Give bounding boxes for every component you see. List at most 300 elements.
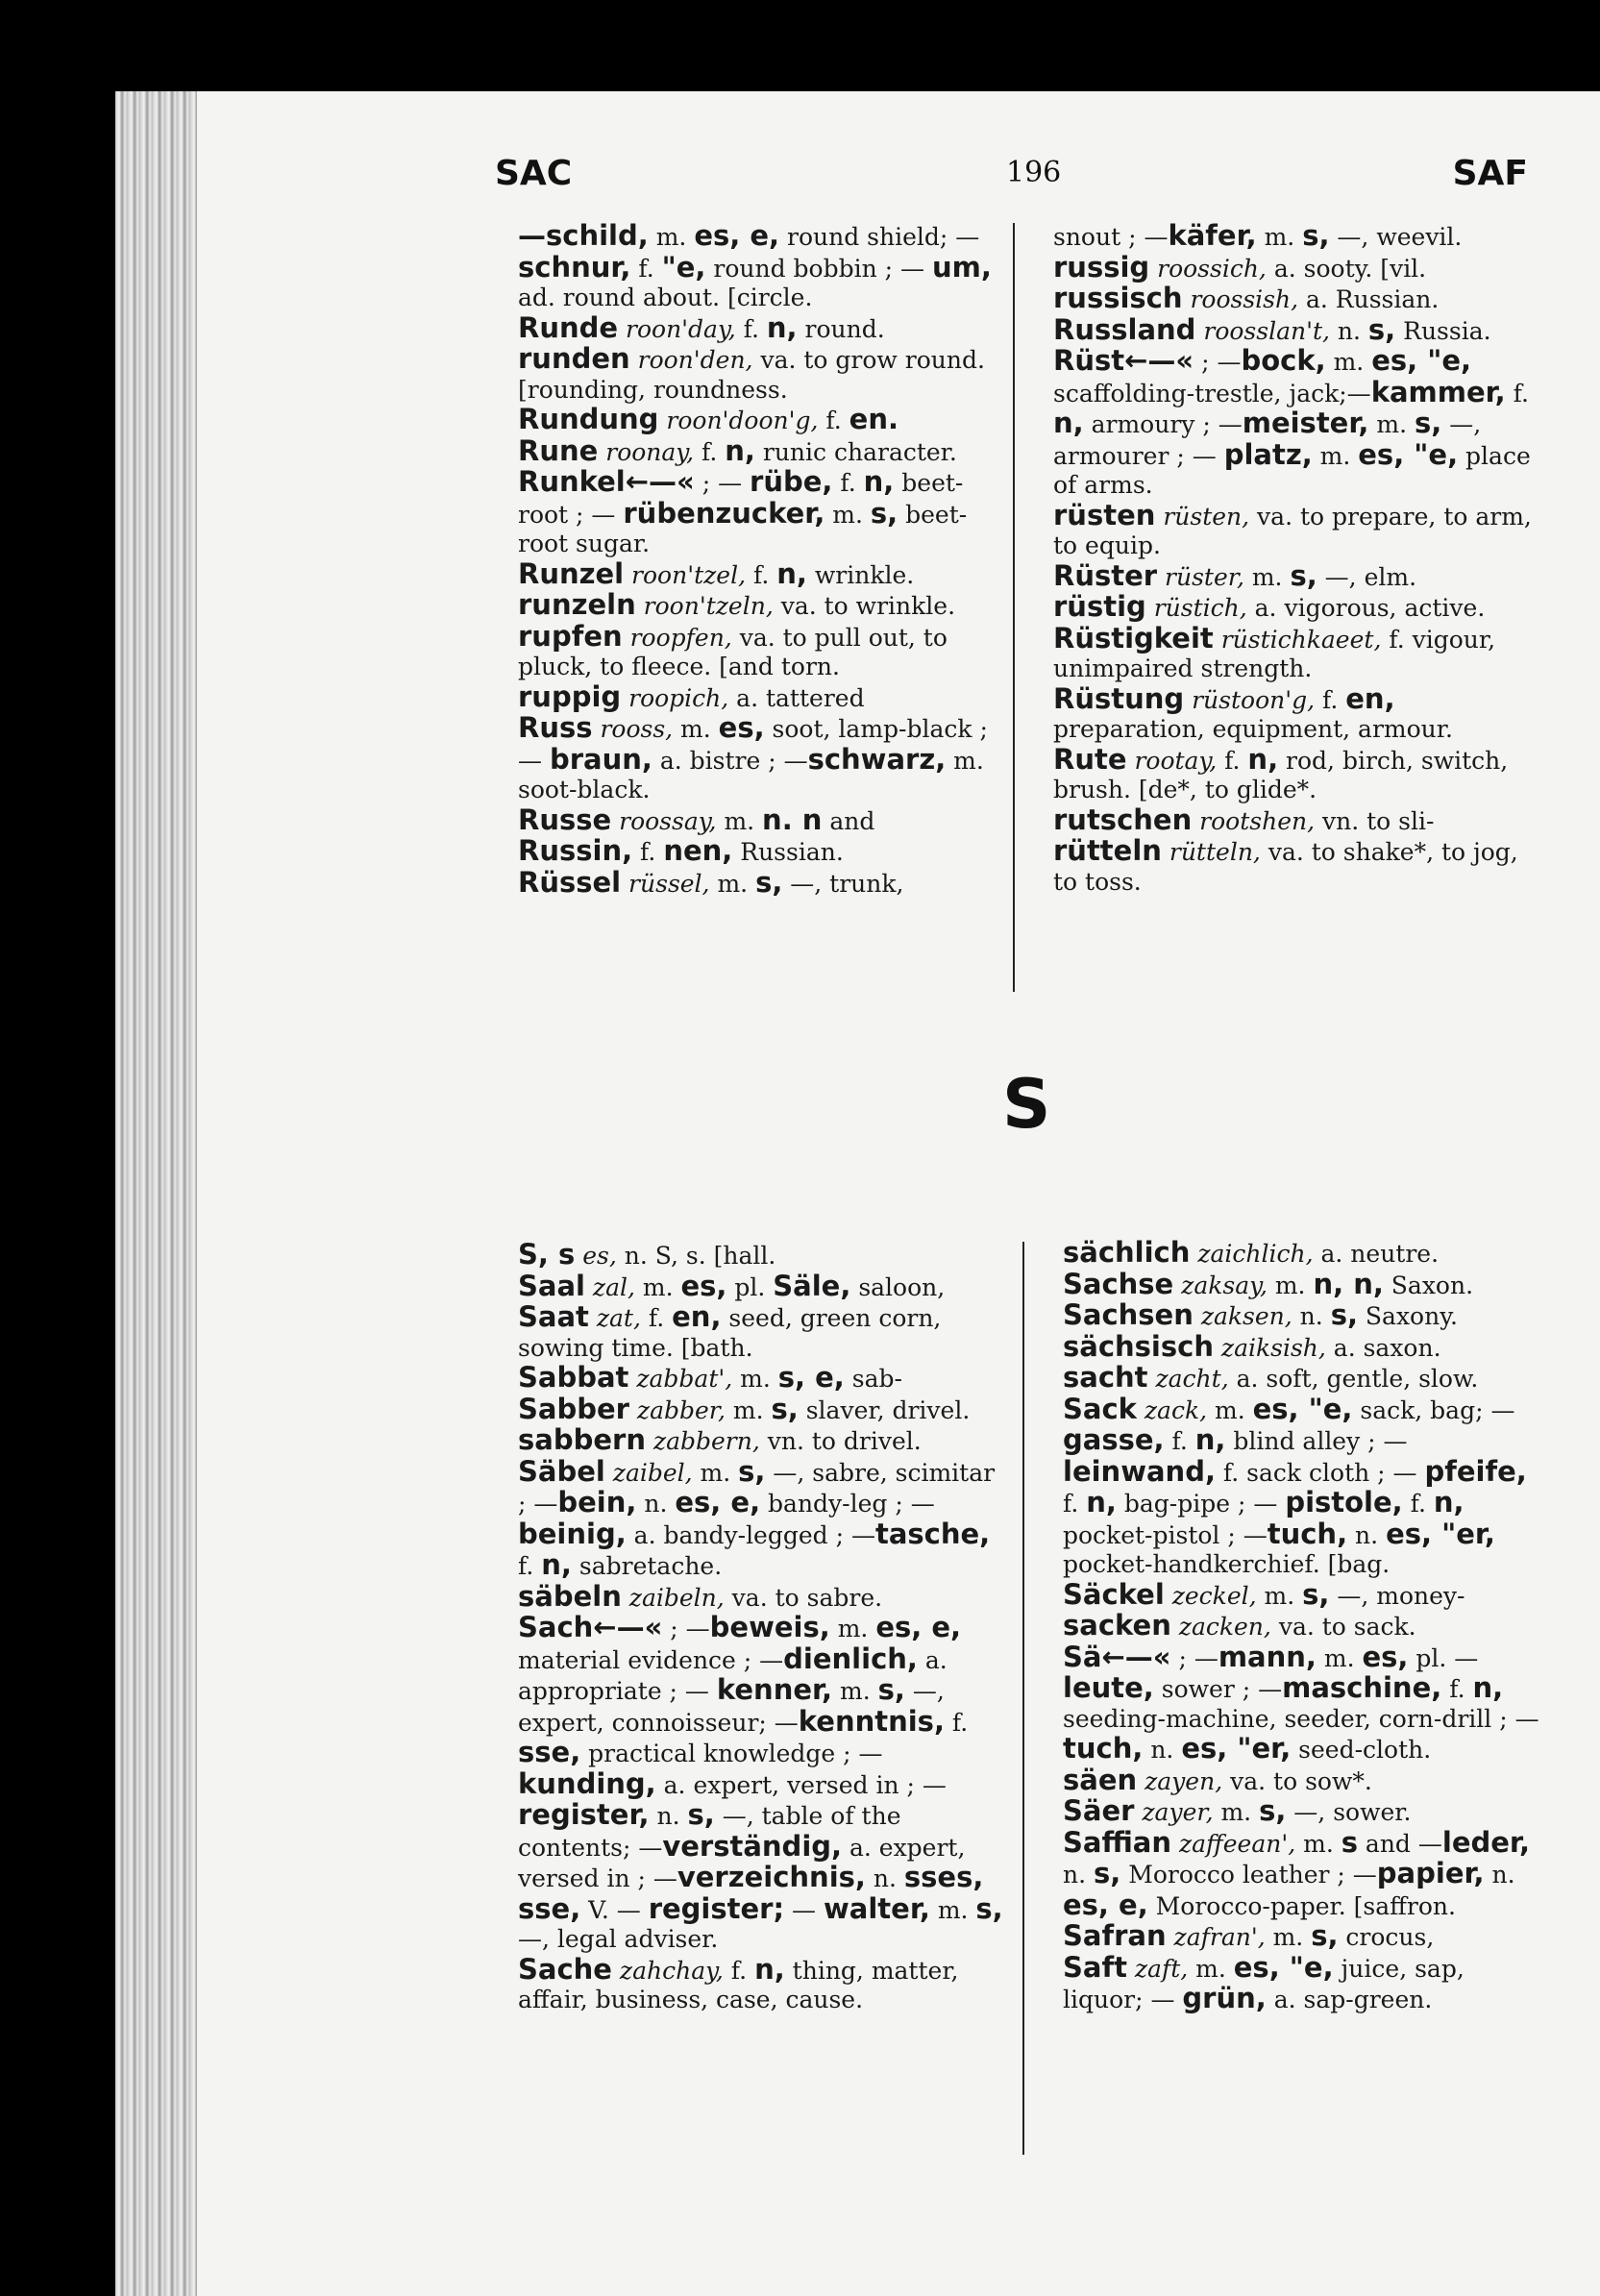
dictionary-entry: [495, 433, 995, 468]
definition-text: n.: [865, 1864, 904, 1892]
definition-text: sower ; —: [1153, 1675, 1283, 1703]
headword: s,: [738, 1454, 766, 1488]
headword: s: [1341, 1825, 1358, 1859]
headword: n,: [1086, 1486, 1117, 1518]
definition-text: —: [784, 1895, 824, 1924]
headword: Rüst←—«: [1053, 344, 1194, 377]
headword: en.: [849, 403, 898, 435]
pronunciation: zaffeean',: [1171, 1829, 1296, 1858]
headword: s,: [877, 1673, 905, 1706]
headword: n, n,: [1313, 1267, 1384, 1300]
headword: Rute: [1053, 742, 1127, 776]
definition-text: seed-cloth.: [1291, 1736, 1432, 1764]
definition-text: m.: [1295, 1829, 1342, 1858]
headword: es, e,: [694, 219, 780, 252]
dictionary-entry: [495, 405, 995, 436]
definition-text: —, money-: [1329, 1581, 1465, 1610]
headword: n,: [1194, 1423, 1226, 1456]
definition-text: f.: [1063, 1490, 1087, 1518]
pronunciation: roossay,: [611, 806, 717, 835]
definition-text: —, legal adviser.: [518, 1925, 719, 1953]
headword: es, e,: [875, 1611, 962, 1643]
dictionary-entry: [495, 802, 995, 868]
headword: s,: [870, 496, 898, 530]
pronunciation: rüsten,: [1155, 502, 1250, 531]
headword: runzeln: [518, 588, 636, 621]
headword: Säbel: [518, 1454, 605, 1488]
headword: sächlich: [1063, 1236, 1191, 1269]
definition-text: m.: [1243, 562, 1291, 591]
definition-text: ; —: [1194, 348, 1242, 376]
headword: Russe: [518, 802, 612, 836]
pronunciation: rütteln,: [1161, 838, 1261, 866]
headword: Rüssel: [518, 865, 622, 899]
pronunciation: roon'tzeln,: [635, 592, 774, 620]
pronunciation: zaiksish,: [1213, 1333, 1326, 1362]
definition-text: va. to sow*.: [1222, 1766, 1372, 1795]
headword: platz,: [1223, 437, 1313, 471]
definition-text: a. bistre ; —: [652, 746, 808, 775]
pronunciation: zack,: [1136, 1395, 1208, 1424]
definition-text: f.: [818, 407, 849, 434]
pronunciation: zabbern,: [645, 1427, 760, 1455]
headword: n,: [1053, 407, 1084, 439]
headword: s,: [1290, 558, 1317, 592]
headword: Safran: [1063, 1919, 1167, 1952]
headword: s,: [771, 1392, 799, 1425]
definition-text: crocus,: [1338, 1923, 1435, 1951]
pronunciation: rüssel,: [621, 869, 710, 898]
definition-text: runic character.: [754, 437, 957, 466]
dictionary-entry: [1040, 1825, 1549, 1922]
definition-text: f.: [1217, 746, 1248, 775]
headword: rübe,: [750, 465, 833, 498]
definition-text: —, trunk,: [782, 869, 904, 898]
definition-text: f.: [1505, 379, 1529, 407]
headword: Sach←—«: [518, 1611, 663, 1643]
definition-text: f.: [746, 560, 777, 589]
dictionary-entry: [495, 1579, 1004, 1614]
definition-text: round bobbin ; —: [705, 254, 932, 283]
headword: Russin,: [518, 834, 633, 867]
definition-text: va. to sabre.: [724, 1583, 883, 1612]
definition-text: ad. round about. [circle.: [518, 284, 813, 311]
definition-text: seed, green corn, sowing time. [bath.: [518, 1304, 942, 1362]
book-page-edges: [115, 91, 207, 2296]
definition-text: bandy-leg ; —: [760, 1490, 935, 1518]
headword: register;: [648, 1891, 785, 1925]
headword: Rüstung: [1053, 681, 1185, 715]
headword: rutschen: [1053, 802, 1193, 836]
dictionary-entry: [1040, 1921, 1549, 1953]
dictionary-entry: [1040, 1796, 1549, 1828]
definition-text: m.: [1325, 348, 1372, 376]
column-4: [1040, 1238, 1549, 2015]
definition-text: —, table of the contents; —: [518, 1802, 901, 1862]
definition-text: f.: [630, 254, 662, 283]
pronunciation: zaibel,: [604, 1458, 693, 1487]
pronunciation: es,: [575, 1242, 617, 1270]
headword: n,: [766, 310, 798, 344]
definition-text: beet-root sugar.: [518, 500, 968, 557]
column-3: [495, 1240, 1004, 2015]
dictionary-entry: [1030, 836, 1539, 897]
pronunciation: roopich,: [621, 683, 729, 712]
pronunciation: roon'tzel,: [624, 560, 747, 589]
pronunciation: zacht,: [1147, 1365, 1229, 1393]
definition-text: a. sap-green.: [1266, 1986, 1433, 2013]
headword: rupfen: [518, 619, 623, 653]
definition-text: bag-pipe ; —: [1116, 1490, 1286, 1518]
pronunciation: roon'doon'g,: [658, 407, 819, 434]
definition-text: m.: [648, 223, 695, 251]
headword: pfeife,: [1424, 1454, 1527, 1488]
headword: s,: [1259, 1794, 1287, 1827]
definition-text: n.: [1329, 316, 1368, 345]
definition-text: —, weevil.: [1329, 223, 1463, 251]
headword: n,: [754, 1952, 785, 1986]
definition-text: m.: [829, 1615, 876, 1642]
definition-text: m.: [825, 500, 871, 529]
headword: sses, sse,: [518, 1861, 984, 1925]
definition-text: blind alley ; —: [1225, 1427, 1408, 1455]
dictionary-entry: [495, 1613, 1004, 1955]
dictionary-entry: [1040, 1300, 1549, 1332]
column-2: [1030, 221, 1539, 897]
definition-text: Saxon.: [1383, 1271, 1474, 1299]
headword: s,: [1367, 312, 1396, 346]
headword: dienlich,: [783, 1642, 918, 1675]
pronunciation: zaksen,: [1193, 1302, 1292, 1330]
headword: kenner,: [716, 1673, 833, 1706]
dictionary-entry: [495, 679, 995, 714]
pronunciation: rootay,: [1126, 746, 1218, 775]
headword: beinig,: [518, 1517, 627, 1550]
definition-text: vn. to sli-: [1315, 806, 1435, 835]
definition-text: a. sooty. [vil.: [1266, 254, 1427, 283]
definition-text: seeding-machine, seeder, corn-drill ; —: [1063, 1704, 1539, 1733]
header-right-guide-word: SAF: [1452, 154, 1528, 193]
definition-text: a. Russian.: [1298, 285, 1440, 313]
definition-text: a. expert, versed in ; —: [655, 1770, 947, 1799]
definition-text: m.: [709, 869, 756, 898]
headword: schwarz,: [807, 742, 947, 776]
definition-text: m.: [732, 1365, 778, 1393]
headword: es, "e,: [1358, 437, 1459, 471]
definition-text: m.: [1265, 1923, 1312, 1951]
dictionary-entry: [495, 1454, 1004, 1582]
definition-text: a. expert, versed in ; —: [518, 1833, 966, 1892]
definition-text: f.: [1315, 685, 1346, 714]
definition-text: —, armourer ; —: [1053, 410, 1482, 470]
headword: Russ: [518, 711, 593, 744]
pronunciation: rootshen,: [1192, 806, 1316, 835]
headword: gasse,: [1063, 1423, 1165, 1456]
definition-text: m.: [673, 715, 719, 743]
headword: russig: [1053, 250, 1150, 284]
definition-text: m.: [929, 1895, 976, 1924]
headword: es, "e,: [1233, 1950, 1334, 1984]
dictionary-entry: [495, 1240, 1004, 1271]
definition-text: Russian.: [732, 838, 844, 866]
headword: Saal: [518, 1269, 585, 1302]
definition-text: juice, sap, liquor; —: [1063, 1954, 1465, 2013]
definition-text: f.: [944, 1708, 969, 1737]
definition-text: n. S, s. [hall.: [616, 1242, 776, 1270]
pronunciation: zabber,: [628, 1395, 726, 1424]
headword: tasche,: [874, 1517, 991, 1550]
definition-text: f.: [632, 838, 664, 866]
definition-text: pocket-pistol ; —: [1063, 1520, 1268, 1549]
headword: um,: [931, 250, 992, 284]
pronunciation: rooss,: [592, 715, 674, 743]
pronunciation: zabbat',: [628, 1365, 733, 1393]
dictionary-entry: [1030, 312, 1539, 347]
definition-text: slaver, drivel.: [798, 1395, 971, 1424]
headword: Rune: [518, 433, 599, 467]
headword: Rüster: [1053, 558, 1158, 592]
headword: Runde: [518, 310, 619, 344]
headword: es, "e,: [1252, 1392, 1353, 1425]
definition-text: f.: [723, 1956, 755, 1985]
definition-text: soot, lamp-black ; —: [518, 715, 988, 775]
definition-text: f.: [735, 314, 767, 343]
definition-text: scaffolding-trestle, jack;—: [1053, 379, 1371, 407]
headword: Säle,: [773, 1269, 851, 1302]
headword: sabbern: [518, 1423, 646, 1456]
definition-text: rod, birch, switch, brush. [de*, to glide*.: [1053, 746, 1509, 803]
pronunciation: rüstichkaeet,: [1213, 625, 1382, 654]
definition-text: n.: [649, 1802, 688, 1830]
headword: n,: [776, 556, 807, 590]
dictionary-entry: [495, 221, 995, 313]
headword: s,: [1311, 1919, 1339, 1952]
headword: mann,: [1218, 1640, 1317, 1673]
header-left-guide-word: SAC: [495, 154, 573, 193]
definition-text: m.: [1316, 1643, 1363, 1672]
definition-text: sack, bag; —: [1352, 1395, 1515, 1424]
pronunciation: roossish,: [1182, 285, 1299, 313]
definition-text: n.: [1347, 1520, 1387, 1549]
headword: pistole,: [1285, 1486, 1403, 1518]
definition-text: vn. to drivel.: [759, 1427, 922, 1455]
dictionary-entry: [1040, 1577, 1549, 1612]
definition-text: va. to shake*, to jog, to toss.: [1053, 838, 1518, 896]
definition-text: f.: [518, 1552, 542, 1580]
headword: Sabbat: [518, 1361, 629, 1394]
headword: Runkel←—«: [518, 465, 695, 498]
definition-text: va. to pull out, to pluck, to fleece. [and torn.: [518, 623, 948, 680]
pronunciation: roon'day,: [618, 314, 736, 343]
headword: russisch: [1053, 282, 1183, 314]
definition-text: beet-root ; —: [518, 469, 964, 529]
headword: sächsisch: [1063, 1329, 1214, 1363]
definition-text: f.: [1164, 1427, 1195, 1455]
headword: bock,: [1241, 344, 1326, 377]
headword: Russland: [1053, 312, 1196, 346]
definition-text: m.: [716, 806, 763, 835]
headword: sacht: [1063, 1361, 1148, 1394]
page-number: 196: [1006, 156, 1062, 189]
headword: register,: [518, 1798, 650, 1831]
definition-text: m.: [725, 1395, 772, 1424]
headword: Saffian: [1063, 1825, 1172, 1859]
definition-text: Saxony.: [1357, 1302, 1458, 1330]
dictionary-entry: [1030, 621, 1539, 684]
dictionary-entry: [1040, 1238, 1549, 1270]
headword: leute,: [1063, 1671, 1154, 1704]
column-1: [495, 221, 995, 899]
definition-text: material evidence ; —: [518, 1645, 784, 1674]
dictionary-entry: [495, 556, 995, 591]
headword: meister,: [1242, 407, 1369, 439]
headword: s,: [1302, 1577, 1330, 1611]
headword: Sachsen: [1063, 1298, 1194, 1331]
pronunciation: zaichlich,: [1190, 1240, 1314, 1268]
definition-text: sabretache.: [571, 1552, 723, 1580]
definition-text: snout ; —: [1053, 223, 1169, 251]
pronunciation: roosslan't,: [1195, 316, 1330, 345]
definition-text: —, elm.: [1317, 562, 1417, 591]
headword: n,: [541, 1548, 572, 1581]
headword: Säer: [1063, 1794, 1135, 1827]
headword: s,: [975, 1891, 1003, 1925]
dictionary-entry: [1040, 1363, 1549, 1395]
headword: "e,: [661, 250, 706, 284]
pronunciation: zahchay,: [611, 1956, 724, 1985]
definition-text: Russia.: [1395, 316, 1491, 345]
definition-text: m.: [1256, 223, 1303, 251]
headword: n. n: [762, 802, 823, 836]
dictionary-entry: [1030, 742, 1539, 805]
headword: schnur,: [518, 250, 631, 284]
pronunciation: zayen,: [1137, 1766, 1223, 1795]
dictionary-entry: [495, 344, 995, 405]
pronunciation: rüstich,: [1145, 594, 1247, 622]
headword: kunding,: [518, 1766, 656, 1800]
column-divider-bottom: [1022, 1242, 1024, 2155]
definition-text: pocket-handkerchief. [bag.: [1063, 1550, 1391, 1578]
headword: Sack: [1063, 1392, 1137, 1425]
pronunciation: zaft,: [1126, 1954, 1189, 1983]
headword: Runzel: [518, 556, 625, 590]
headword: säbeln: [518, 1579, 622, 1613]
dictionary-entry: [1030, 284, 1539, 315]
dictionary-entry: [1030, 592, 1539, 624]
pronunciation: zal,: [584, 1272, 635, 1301]
headword: beweis,: [709, 1611, 830, 1643]
headword: Sä←—«: [1063, 1640, 1171, 1673]
headword: braun,: [549, 742, 652, 776]
headword: s,: [1414, 407, 1442, 439]
pronunciation: roonay,: [598, 437, 695, 466]
definition-text: f.: [1441, 1675, 1473, 1703]
dictionary-entry: [1040, 1611, 1549, 1642]
pronunciation: rüstoon'g,: [1184, 685, 1316, 714]
definition-text: wrinkle.: [806, 560, 915, 589]
headword: Rüstigkeit: [1053, 621, 1214, 654]
dictionary-entry: [495, 590, 995, 622]
dictionary-entry: [495, 865, 995, 900]
definition-text: saloon,: [850, 1272, 946, 1301]
definition-text: f.: [694, 437, 726, 466]
definition-text: a. saxon.: [1325, 1333, 1441, 1362]
definition-text: n.: [1063, 1861, 1094, 1889]
definition-text: Morocco leather ; —: [1120, 1861, 1377, 1889]
pronunciation: rüster,: [1157, 562, 1244, 591]
headword: tuch,: [1063, 1732, 1144, 1765]
definition-text: n.: [1143, 1736, 1182, 1764]
headword: —schild,: [518, 219, 649, 252]
definition-text: a. vigorous, active.: [1246, 594, 1486, 622]
definition-text: va. to sack.: [1270, 1613, 1416, 1641]
headword: es, "er,: [1181, 1732, 1292, 1765]
headword: s, e,: [777, 1361, 845, 1394]
dictionary-entry: [1030, 802, 1539, 837]
dictionary-entry: [1040, 1267, 1549, 1301]
headword: sacken: [1063, 1609, 1171, 1642]
dictionary-entry: [1030, 346, 1539, 501]
definition-text: m. soot-black.: [518, 746, 984, 803]
headword: Säckel: [1063, 1577, 1165, 1611]
headword: s,: [755, 865, 783, 899]
dictionary-entry: [495, 310, 995, 345]
definition-text: a. appropriate ; —: [518, 1645, 948, 1705]
headword: kenntnis,: [798, 1704, 945, 1738]
headword: Rundung: [518, 403, 659, 435]
dictionary-entry: [1030, 558, 1539, 593]
pronunciation: zeckel,: [1164, 1581, 1257, 1610]
dictionary-entry: [495, 467, 995, 559]
definition-text: n.: [1484, 1861, 1515, 1889]
dictionary-entry: [495, 1392, 1004, 1426]
headword: Saat: [518, 1300, 589, 1333]
definition-text: practical knowledge ; —: [580, 1740, 883, 1767]
headword: es,: [680, 1269, 727, 1302]
definition-text: n.: [1292, 1302, 1331, 1330]
definition-text: m.: [1368, 410, 1415, 438]
definition-text: round.: [797, 314, 885, 343]
dictionary-entry: [1030, 221, 1539, 253]
definition-text: a. soft, gentle, slow.: [1228, 1365, 1479, 1393]
dictionary-entry: [1040, 1950, 1549, 2015]
headword: runden: [518, 342, 630, 375]
headword: ruppig: [518, 679, 622, 713]
pronunciation: zacken,: [1170, 1613, 1271, 1641]
dictionary-entry: [1040, 1765, 1549, 1797]
definition-text: va. to grow round. [rounding, roundness.: [518, 346, 985, 404]
headword: tuch,: [1267, 1517, 1348, 1550]
definition-text: —, expert, connoisseur; —: [518, 1677, 945, 1737]
definition-text: armoury ; —: [1083, 410, 1243, 438]
definition-text: m.: [1213, 1798, 1260, 1826]
definition-text: f.: [1402, 1490, 1434, 1518]
definition-text: f. sack cloth ; —: [1215, 1458, 1425, 1487]
dictionary-entry: [495, 713, 995, 805]
definition-text: pl. —: [1408, 1643, 1479, 1672]
dictionary-entry: [1030, 498, 1539, 561]
headword: Saft: [1063, 1950, 1127, 1984]
headword: n,: [1247, 742, 1279, 776]
headword: walter,: [823, 1891, 930, 1925]
dictionary-entry: [495, 1425, 1004, 1457]
headword: n,: [1472, 1671, 1504, 1704]
headword: S, s: [518, 1238, 576, 1271]
definition-text: thing, matter, affair, business, case, cause.: [518, 1956, 959, 2013]
headword: n,: [863, 465, 895, 498]
page-header: [495, 154, 1528, 202]
dictionary-entry: [1040, 1642, 1549, 1765]
